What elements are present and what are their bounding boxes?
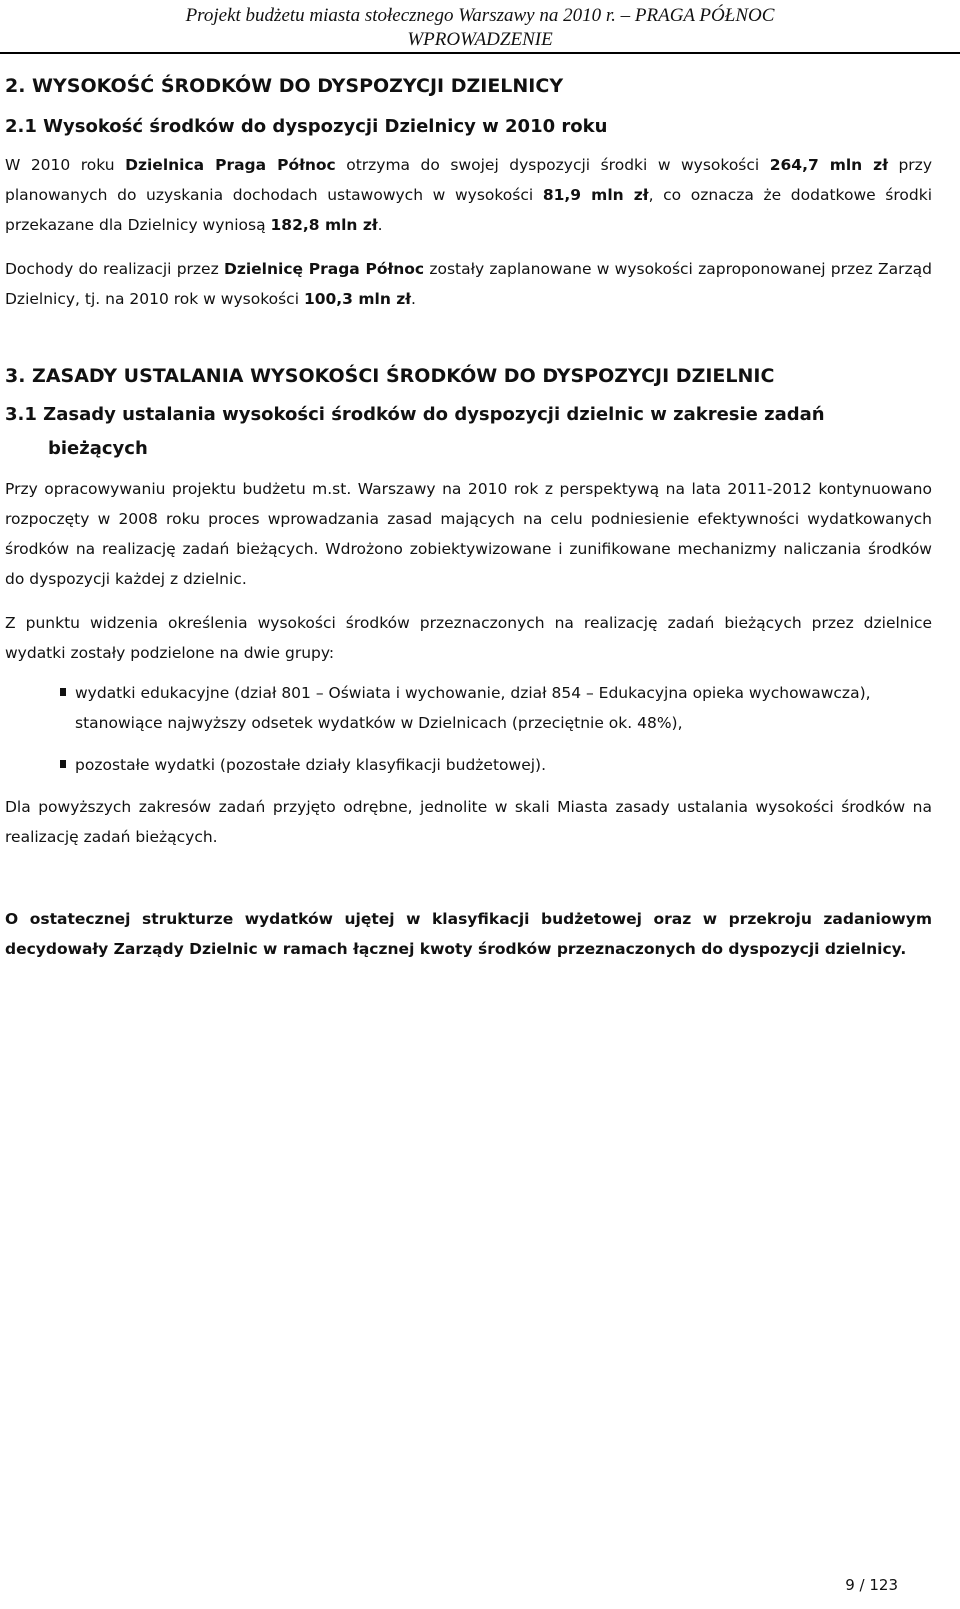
header-divider [0,52,960,54]
header-subtitle: WPROWADZENIE [407,29,553,50]
list-item [5,678,932,738]
text: W 2010 roku [5,156,126,174]
page-number: 9 / 123 [845,1576,898,1594]
statutory-income-amount: 81,9 mln zł [542,186,649,204]
text: otrzyma do swojej dyspozycji środki w wysokości [335,156,770,174]
section-3-1-heading [5,398,932,466]
header-title: Projekt budżetu miasta stołecznego Warszawy na 2010 r. – PRAGA PÓŁNOC [185,5,775,26]
list-item [5,750,932,780]
section-3-paragraph-2: Z punktu widzenia określenia wysokości środków przeznaczonych na realizację zadań bieżących przez dzielnice wydatki zostały podzielone na dwie grupy: [5,614,932,662]
list-item-text: pozostałe wydatki (pozostałe działy klasyfikacji budżetowej). [75,756,547,774]
section-3-paragraph-1: Przy opracowywaniu projektu budżetu m.st. Warszawy na 2010 rok z perspektywą na lata 2011-2012 kontynuowano rozpoczęty w 2008 roku proces wprowadzania zasad mających na celu podniesienie efektywności wydatkowanych środków na realizację zadań bieżących. Wdrożono zobiektywizowane i zunifikowane mechanizmy naliczania środków do dyspozycji każdej z dzielnic. [5,480,932,588]
section-3-paragraph-3: Dla powyższych zakresów zadań przyjęto odrębne, jednolite w skali Miasta zasady ustalania wysokości środków na realizację zadań bieżących. [5,798,932,846]
additional-funds-amount: 182,8 mln zł [270,216,378,234]
section-3-paragraph-4: O ostatecznej strukturze wydatków ujętej w klasyfikacji budżetowej oraz w przekroju zadaniowym decydowały Zarządy Dzielnic w ramach łącznej kwoty środków przeznaczonych do dyspozycji dzielnicy. [5,910,932,958]
text: , co oznacza że dodatkowe środki przekazane dla Dzielnicy wyniosą [5,186,932,234]
text: przy planowanych do uzyskania dochodach ustawowych w wysokości [5,156,932,204]
section-3-heading: 3. ZASADY USTALANIA WYSOKOŚCI ŚRODKÓW DO DYSPOZYCJI DZIELNIC [5,365,775,387]
expense-groups-list [5,678,932,780]
section-2-paragraph-1 [5,150,932,240]
text: Dochody do realizacji przez [5,260,224,278]
square-bullet-icon [60,688,66,696]
page-header [0,4,960,52]
text: zostały zaplanowane w wysokości zaproponowanej przez Zarząd Dzielnicy, tj. na 2010 rok w wysokości [5,260,932,308]
text: . [377,216,383,234]
document-body [5,68,960,964]
text: . [411,290,416,308]
section-2-paragraph-2 [5,254,932,314]
section-2-1-heading: 2.1 Wysokość środków do dyspozycji Dzielnicy w 2010 roku [5,116,608,137]
section-3-1-heading-line-2: bieżących [48,438,148,459]
section-3-1-heading-line-1: 3.1 Zasady ustalania wysokości środków do dyspozycji dzielnic w zakresie zadań [5,404,825,425]
district-name: Dzielnicę Praga Północ [223,260,425,278]
district-name: Dzielnica Praga Północ [125,156,336,174]
income-amount: 100,3 mln zł [303,290,412,308]
square-bullet-icon [60,760,66,768]
total-funds-amount: 264,7 mln zł [769,156,888,174]
section-2-heading: 2. WYSOKOŚĆ ŚRODKÓW DO DYSPOZYCJI DZIELNICY [5,75,564,97]
list-item-text: wydatki edukacyjne (dział 801 – Oświata i wychowanie, dział 854 – Edukacyjna opieka wychowawcza), stanowiące najwyższy odsetek wydatków w Dzielnicach (przeciętnie ok. 48%), [75,684,871,732]
